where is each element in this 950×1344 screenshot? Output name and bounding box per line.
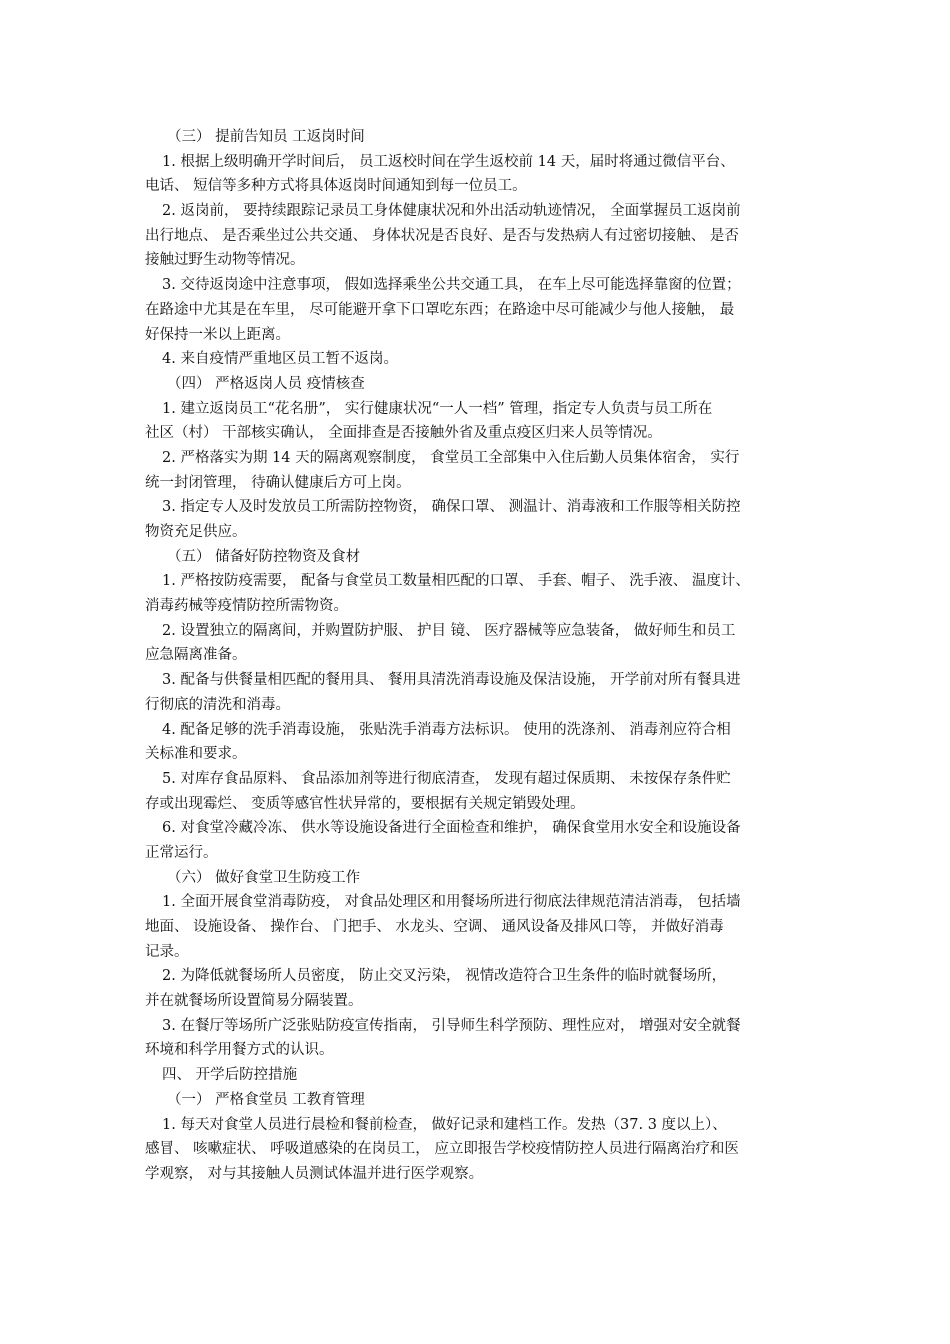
text-line: 统一封闭管理， 待确认健康后方可上岗。: [145, 474, 411, 491]
text-line: 存或出现霉烂、 变质等感官性状异常的，要根据有关规定销毁处理。: [145, 795, 585, 812]
text-line: 电话、 短信等多种方式将具体返岗时间通知到每一位员工。: [145, 178, 527, 195]
text-line: 3. 配备与供餐量相匹配的餐用具、 餐用具清洗消毒设施及保洁设施， 开学前对所有餐具进: [162, 672, 741, 689]
text-line: 正常运行。: [145, 844, 218, 861]
text-line: 1. 每天对食堂人员进行晨检和餐前检查， 做好记录和建档工作。发热（37. 3 度以上）、: [162, 1116, 727, 1133]
section-heading: （一） 严格食堂员 工教育管理: [167, 1091, 365, 1108]
text-line: 4. 来自疫情严重地区员工暂不返岗。: [162, 351, 398, 368]
section-heading: （五） 储备好防控物资及食材: [167, 548, 361, 565]
text-line: 在路途中尤其是在车里， 尽可能避开拿下口罩吃东西；在路途中尽可能减少与他人接触， 最: [145, 301, 735, 318]
text-line: 感冒、 咳嗽症状、 呼吸道感染的在岗员工， 应立即报告学校疫情防控人员进行隔离治疗和医: [145, 1141, 739, 1158]
text-line: 出行地点、 是否乘坐过公共交通、 身体状况是否良好、是否与发热病人有过密切接触、 是否: [145, 227, 739, 244]
text-line: 并在就餐场所设置简易分隔装置。: [145, 993, 363, 1010]
text-line: 6. 对食堂冷藏冷冻、 供水等设施设备进行全面检查和维护， 确保食堂用水安全和设施设备: [162, 820, 741, 837]
text-line: 接触过野生动物等情况。: [145, 252, 305, 269]
text-line: 应急隔离准备。: [145, 647, 247, 664]
text-line: 2. 严格落实为期 14 天的隔离观察制度， 食堂员工全部集中入住后勤人员集体宿舍， 实行: [162, 449, 740, 466]
document-body: [145, 125, 815, 1187]
text-line: 物资充足供应。: [145, 524, 247, 540]
text-line: 1. 严格按防疫需要， 配备与食堂员工数量相匹配的口罩、 手套、帽子、 洗手液、 温度计、: [162, 573, 750, 590]
text-line: 3. 在餐厅等场所广泛张贴防疫宣传指南， 引导师生科学预防、理性应对， 增强对安全就餐: [162, 1017, 741, 1034]
section-heading: （四） 严格返岗人员 疫情核查: [167, 375, 365, 392]
text-line: 3. 指定专人及时发放员工所需防控物资， 确保口罩、 测温计、消毒液和工作服等相关防控: [162, 499, 741, 516]
text-line: 4. 配备足够的洗手消毒设施， 张贴洗手消毒方法标识。 使用的洗涤剂、 消毒剂应符合相: [162, 721, 731, 738]
text-line: 1. 建立返岗员工“花名册”， 实行健康状况“一人一档” 管理，指定专人负责与员工所在: [162, 400, 713, 417]
section-heading: （六） 做好食堂卫生防疫工作: [167, 869, 361, 886]
text-line: 2. 设置独立的隔离间，并购置防护服、 护目 镜、 医疗器械等应急装备， 做好师生和员工: [162, 622, 736, 639]
text-line: 社区（村） 干部核实确认， 全面排查是否接触外省及重点疫区归来人员等情况。: [145, 425, 662, 442]
text-line: 1. 全面开展食堂消毒防疫， 对食品处理区和用餐场所进行彻底法律规范清洁消毒， 包括墙: [162, 894, 741, 911]
text-line: 消毒药械等疫情防控所需物资。: [145, 598, 348, 615]
text-line: 地面、 设施设备、 操作台、 门把手、 水龙头、空调、 通风设备及排风口等， 并做好消毒: [145, 919, 724, 935]
text-line: 关标准和要求。: [145, 746, 247, 763]
text-line: 3. 交待返岗途中注意事项， 假如选择乘坐公共交通工具， 在车上尽可能选择靠窗的位置；: [162, 277, 741, 294]
text-line: 1. 根据上级明确开学时间后， 员工返校时间在学生返校前 14 天，届时将通过微信平台、: [162, 153, 735, 170]
text-line: 记录。: [145, 943, 189, 960]
text-line: 2. 为降低就餐场所人员密度， 防止交叉污染， 视情改造符合卫生条件的临时就餐场所，: [162, 968, 727, 985]
text-line: 四、 开学后防控措施: [162, 1067, 298, 1084]
text-line: 2. 返岗前， 要持续跟踪记录员工身体健康状况和外出活动轨迹情况， 全面掌握员工返岗前: [162, 203, 741, 220]
section-heading: （三） 提前告知员 工返岗时间: [167, 129, 365, 145]
text-line: 行彻底的清洗和消毒。: [145, 696, 290, 713]
text-line: 好保持一米以上距离。: [145, 326, 290, 343]
text-line: 5. 对库存食品原料、 食品添加剂等进行彻底清查， 发现有超过保质期、 未按保存条件贮: [162, 770, 731, 787]
text-line: 环境和科学用餐方式的认识。: [145, 1042, 334, 1059]
text-line: 学观察， 对与其接触人员测试体温并进行医学观察。: [145, 1165, 484, 1182]
